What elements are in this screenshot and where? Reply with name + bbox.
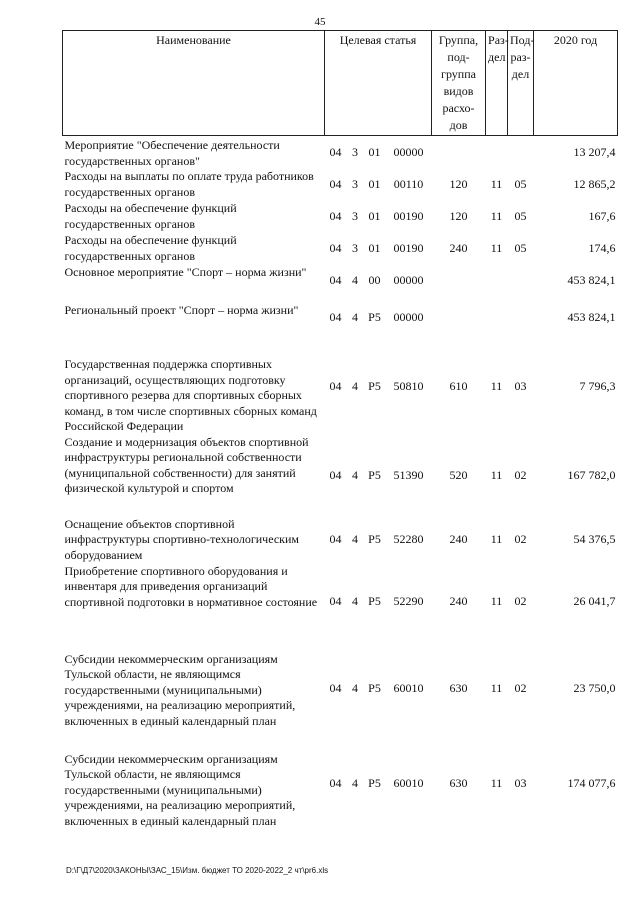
row-code-d: 00190 [393,209,424,224]
row-code-c: 01 [368,209,381,224]
row-section [486,265,508,297]
row-code-d: 60010 [393,776,424,791]
table-row [63,738,618,831]
row-code-d: 50810 [393,379,424,393]
row-name: Расходы на обеспечение функций государственных органов [64,201,237,231]
row-group: 240 [449,241,468,256]
row-name: Региональный проект "Спорт – норма жизни" [64,303,299,317]
row-name: Субсидии некоммерческим организациям Тульской области, не являющимся государственными (муниципальными) учреждениями, на реализацию мероприятий, включенных в единый календарный план [64,751,296,828]
row-name: Государственная поддержка спортивных организаций, осуществляющих подготовку спортивного резерва для спортивных сборных команд, в том числе спортивных сборных команд Российской Федерации [64,357,317,433]
row-code-d: 00000 [393,273,424,288]
row-group: 630 [449,680,468,695]
table-row [63,297,618,339]
row-amount: 12 865,2 [573,177,616,192]
row-code-c: 01 [368,177,381,192]
row-code-d: 52280 [393,532,424,547]
row-name: Оснащение объектов спортивной инфраструктуры спортивно-технологическим оборудованием [64,516,300,562]
row-code-a: 04 [329,593,342,608]
table-row [63,169,618,201]
table-row [63,339,618,435]
row-amount: 453 824,1 [567,273,616,288]
row-code-a: 04 [329,177,342,192]
row-amount: 174 077,6 [567,776,616,791]
row-code-c: P5 [368,379,381,393]
row-name: Приобретение спортивного оборудования и инвентаря для приведения организаций спортивной подготовки в нормативное состояние [64,563,318,609]
row-section: 11 [490,379,503,393]
row-section: 11 [490,532,503,547]
row-code-a: 04 [329,310,342,325]
row-code-b: 4 [352,310,358,325]
row-section: 11 [490,776,503,791]
row-subsection: 05 [514,241,527,256]
row-section: 11 [490,680,503,695]
header-year: 2020 год [534,31,618,136]
row-code-b: 4 [352,532,358,547]
row-code-a: 04 [329,241,342,256]
row-code-c: P5 [368,532,381,547]
row-group: 520 [449,467,468,482]
row-amount: 7 796,3 [579,379,616,393]
row-code-c: P5 [368,467,381,482]
row-subsection: 02 [514,593,527,608]
row-section [486,297,508,339]
row-subsection: 05 [514,177,527,192]
row-amount: 13 207,4 [573,144,616,159]
row-code-b: 3 [352,177,358,192]
row-subsection: 02 [514,532,527,547]
header-target: Целевая статья [325,31,432,136]
row-amount: 453 824,1 [567,310,616,325]
row-group [432,297,486,339]
row-subsection [508,136,534,170]
row-code-b: 4 [352,776,358,791]
row-code-c: 01 [368,241,381,256]
row-group: 610 [449,379,468,393]
row-section: 11 [490,593,503,608]
page-number: 45 [314,16,326,28]
row-code-b: 3 [352,241,358,256]
file-path-footer: D:\Г\Д7\2020\ЗАКОНЫ\ЗАС_15\Изм. бюджет ТО 2020-2022_2 чт\pr6.xls [66,866,329,875]
row-amount: 174,6 [588,241,616,256]
row-group: 630 [449,776,468,791]
row-name: Расходы на обеспечение функций государственных органов [64,233,237,263]
row-code-c: P5 [368,680,381,695]
row-subsection: 03 [514,776,527,791]
row-code-b: 3 [352,144,358,159]
row-section: 11 [490,467,503,482]
row-code-b: 4 [352,379,358,393]
row-name: Создание и модернизация объектов спортивной инфраструктуры региональной собственности (муниципальной собственности) для занятий физической культурой и спортом [64,434,309,495]
row-code-a: 04 [329,144,342,159]
table-row [63,136,618,170]
table-row [63,435,618,517]
header-group: Группа, под-группа видов расхо-дов [432,31,486,136]
table-row [63,640,618,738]
row-code-c: P5 [368,310,381,325]
row-code-a: 04 [329,273,342,288]
row-group [432,265,486,297]
row-code-b: 3 [352,209,358,224]
row-group: 240 [449,593,468,608]
row-section: 11 [490,177,503,192]
row-code-d: 52290 [393,593,424,608]
header-subsection: Под-раз-дел [508,31,534,136]
row-code-b: 4 [352,273,358,288]
row-section [486,136,508,170]
row-code-d: 00000 [393,310,424,325]
budget-table [62,30,618,831]
row-code-c: 01 [368,144,381,159]
row-code-d: 51390 [393,467,424,482]
row-amount: 167,6 [588,209,616,224]
row-amount: 23 750,0 [573,680,616,695]
row-code-c: P5 [368,776,381,791]
row-subsection: 02 [514,467,527,482]
row-section: 11 [490,209,503,224]
row-subsection: 02 [514,680,527,695]
header-name: Наименование [63,31,325,136]
row-amount: 167 782,0 [567,467,616,482]
header-section: Раз-дел [486,31,508,136]
row-subsection [508,265,534,297]
table-row [63,233,618,265]
row-name: Мероприятие "Обеспечение деятельности государственных органов" [64,138,280,168]
row-name: Основное мероприятие "Спорт – норма жизни" [64,265,307,279]
table-row [63,564,618,640]
row-code-d: 60010 [393,680,424,695]
row-code-b: 4 [352,467,358,482]
row-subsection: 05 [514,209,527,224]
table-row [63,517,618,564]
table-row [63,201,618,233]
row-code-a: 04 [329,680,342,695]
row-code-d: 00000 [393,144,424,159]
row-group: 120 [449,177,468,192]
row-subsection [508,297,534,339]
row-amount: 26 041,7 [573,593,616,608]
row-code-a: 04 [329,379,342,393]
row-group [432,136,486,170]
row-amount: 54 376,5 [573,532,616,547]
row-code-d: 00110 [393,177,424,192]
row-code-c: 00 [368,273,381,288]
row-code-a: 04 [329,209,342,224]
row-code-b: 4 [352,593,358,608]
row-section: 11 [490,241,503,256]
row-code-a: 04 [329,467,342,482]
row-name: Субсидии некоммерческим организациям Тульской области, не являющимся государственными (муниципальными) учреждениями, на реализацию мероприятий, включенных в единый календарный план [64,651,296,728]
row-name: Расходы на выплаты по оплате труда работников государственных органов [64,169,314,199]
row-code-a: 04 [329,532,342,547]
row-code-d: 00190 [393,241,424,256]
row-subsection: 03 [514,379,527,393]
row-group: 240 [449,532,468,547]
row-code-c: P5 [368,593,381,608]
row-group: 120 [449,209,468,224]
row-code-b: 4 [352,680,358,695]
table-row [63,265,618,297]
row-code-a: 04 [329,776,342,791]
